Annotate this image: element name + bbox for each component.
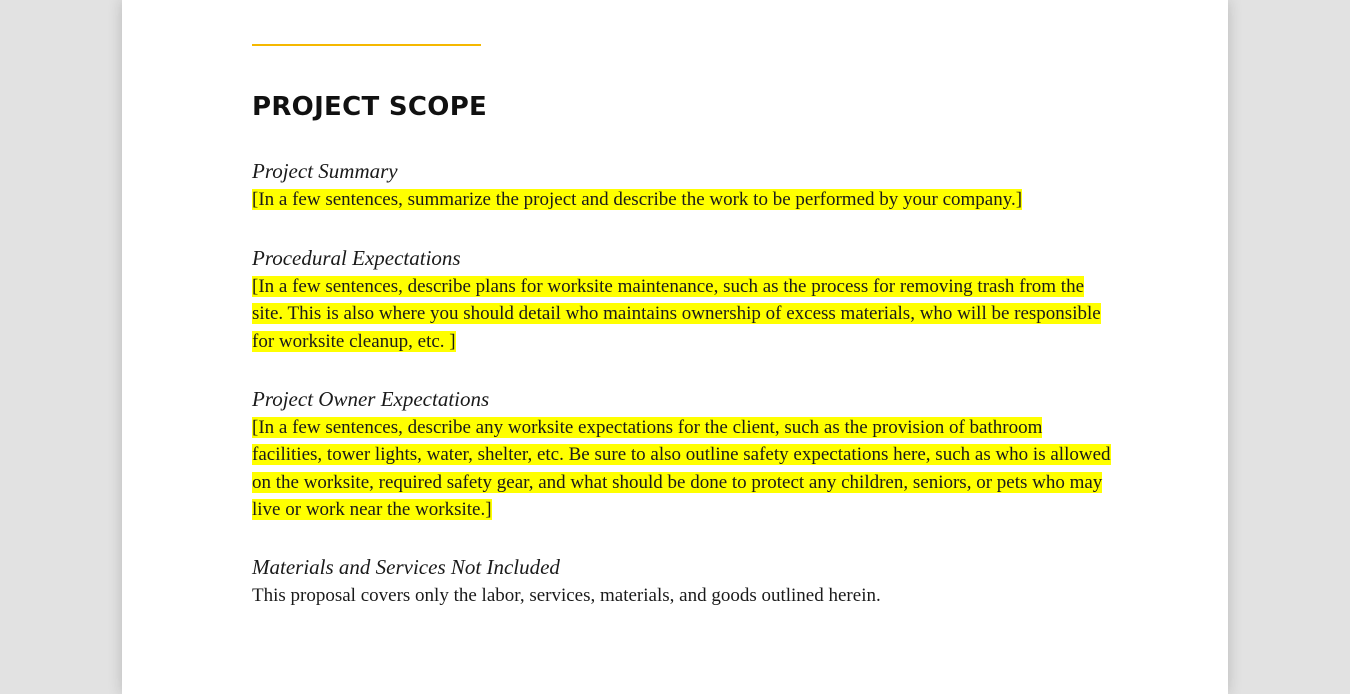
placeholder-text-highlight[interactable]: [In a few sentences, describe any worksite expectations for the client, such as the provision of bathroom facilities, tower lights, water, shelter, etc. Be sure to also outline safety expectations here, such as who is allowed on the worksite, required safety gear, and what should be done to protect any children, seniors, or pets who may live or work near the worksite.] (252, 417, 1111, 520)
section-procedural-expectations (252, 245, 1112, 355)
section-body (252, 414, 1112, 523)
placeholder-text-highlight[interactable]: [In a few sentences, summarize the project and describe the work to be performed by your company.] (252, 189, 1023, 210)
section-body[interactable]: This proposal covers only the labor, services, materials, and goods outlined herein. (252, 585, 881, 606)
section-project-owner-expectations (252, 386, 1112, 523)
section-heading: Procedural Expectations (252, 246, 461, 270)
section-heading: Project Owner Expectations (252, 387, 490, 411)
section-heading: Materials and Services Not Included (252, 555, 560, 579)
section-heading: Project Summary (252, 159, 398, 183)
section-project-summary (252, 158, 1112, 213)
page-title: PROJECT SCOPE (252, 92, 488, 122)
document-page (122, 0, 1228, 694)
section-materials-not-included (252, 554, 1112, 609)
placeholder-text-highlight[interactable]: [In a few sentences, describe plans for worksite maintenance, such as the process for removing trash from the site. This is also where you should detail who maintains ownership of excess materials, who will be responsible for worksite cleanup, etc. ] (252, 276, 1101, 352)
section-body (252, 186, 1112, 213)
accent-rule (252, 44, 481, 46)
section-body (252, 273, 1112, 355)
